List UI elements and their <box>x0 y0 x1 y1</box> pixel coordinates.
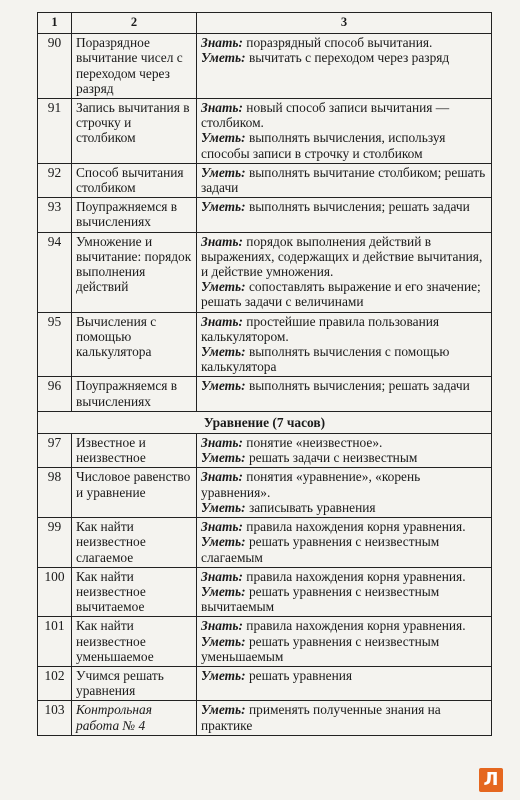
lesson-outcomes <box>197 617 492 667</box>
outcome-text: решать задачи с неизвестным <box>248 450 418 466</box>
lesson-outcomes <box>197 198 492 232</box>
outcome-line <box>201 702 487 732</box>
table-row <box>38 99 492 164</box>
lesson-outcomes <box>197 468 492 518</box>
lesson-topic: Как найти неизвестное слагаемое <box>72 518 197 568</box>
lesson-number: 96 <box>38 377 72 411</box>
lesson-topic: Способ вычитания столбиком <box>72 163 197 197</box>
outcome-line <box>201 469 487 499</box>
lesson-number: 100 <box>38 567 72 617</box>
outcome-text: выполнять вычисления; решать задачи <box>248 378 470 394</box>
outcome-line <box>201 378 487 393</box>
lesson-outcomes <box>197 34 492 99</box>
outcome-line <box>201 344 487 374</box>
lesson-outcomes <box>197 701 492 735</box>
lesson-number: 98 <box>38 468 72 518</box>
lesson-outcomes <box>197 377 492 411</box>
table-row <box>38 198 492 232</box>
outcome-label: Уметь: <box>201 164 246 180</box>
outcome-label: Знать: <box>201 233 243 249</box>
table-row <box>38 434 492 468</box>
outcome-line <box>201 35 487 50</box>
column-header-number: 1 <box>38 13 72 34</box>
outcome-text: понятие «неизвестное». <box>246 435 383 451</box>
publisher-logo: Л <box>479 768 503 792</box>
lesson-number: 102 <box>38 666 72 700</box>
lesson-topic: Поупражняемся в вычислениях <box>72 377 197 411</box>
outcome-line <box>201 130 487 160</box>
outcome-label: Знать: <box>201 35 243 51</box>
lesson-number: 97 <box>38 434 72 468</box>
lesson-number: 103 <box>38 701 72 735</box>
outcome-line <box>201 100 487 130</box>
outcome-line <box>201 584 487 614</box>
outcome-line <box>201 500 487 515</box>
lesson-outcomes <box>197 232 492 312</box>
lesson-plan-table <box>37 12 492 736</box>
outcome-text: простейшие правила пользования калькулятором. <box>201 313 440 344</box>
table-row <box>38 567 492 617</box>
table-body-equations <box>38 434 492 736</box>
outcome-label: Уметь: <box>201 130 246 146</box>
outcome-label: Уметь: <box>201 583 246 599</box>
lesson-outcomes <box>197 518 492 568</box>
outcome-label: Знать: <box>201 618 243 634</box>
outcome-line <box>201 50 487 65</box>
outcome-label: Знать: <box>201 469 243 485</box>
table-row <box>38 701 492 735</box>
table-row <box>38 312 492 377</box>
section-title: Уравнение (7 часов) <box>38 411 492 433</box>
column-header-content: 3 <box>197 13 492 34</box>
outcome-label: Уметь: <box>201 50 246 66</box>
outcome-text: новый способ записи вычитания — столбиком. <box>201 100 450 131</box>
lesson-number: 95 <box>38 312 72 377</box>
outcome-text: правила нахождения корня уравнения. <box>246 618 466 634</box>
outcome-line <box>201 450 487 465</box>
outcome-label: Знать: <box>201 435 243 451</box>
outcome-label: Уметь: <box>201 344 246 360</box>
outcome-label: Уметь: <box>201 534 246 550</box>
page <box>37 12 491 736</box>
lesson-topic: Как найти неизвестное уменьшаемое <box>72 617 197 667</box>
table-row <box>38 468 492 518</box>
outcome-text: выполнять вычитание столбиком; решать задачи <box>201 164 486 196</box>
lesson-number: 94 <box>38 232 72 312</box>
lesson-number: 92 <box>38 163 72 197</box>
outcome-text: сопоставлять выражение и его значение; решать задачи с величинами <box>201 279 481 310</box>
table-row <box>38 232 492 312</box>
lesson-number: 99 <box>38 518 72 568</box>
outcome-line <box>201 634 487 664</box>
lesson-outcomes <box>197 666 492 700</box>
lesson-topic: Умножение и вычитание: порядок выполнения действий <box>72 232 197 312</box>
table-row <box>38 34 492 99</box>
outcome-text: решать уравнения <box>248 667 353 683</box>
outcome-label: Уметь: <box>201 378 246 394</box>
outcome-line <box>201 618 487 633</box>
lesson-outcomes <box>197 312 492 377</box>
outcome-label: Уметь: <box>201 450 246 466</box>
column-header-topic: 2 <box>72 13 197 34</box>
lesson-topic: Поупражняемся в вычислениях <box>72 198 197 232</box>
outcome-line <box>201 314 487 344</box>
lesson-topic: Числовое равенство и уравнение <box>72 468 197 518</box>
outcome-label: Уметь: <box>201 702 246 718</box>
outcome-text: решать уравнения с неизвестным уменьшаемым <box>201 633 440 664</box>
lesson-number: 101 <box>38 617 72 667</box>
lesson-topic: Поразрядное вычитание чисел с переходом через разряд <box>72 34 197 99</box>
outcome-label: Знать: <box>201 313 243 329</box>
outcome-text: применять полученные знания на практике <box>201 702 441 733</box>
outcome-line <box>201 668 487 683</box>
outcome-line <box>201 569 487 584</box>
outcome-label: Уметь: <box>201 667 246 683</box>
outcome-text: выполнять вычисления, используя способы записи в строчку и столбиком <box>201 130 446 161</box>
outcome-line <box>201 199 487 214</box>
outcome-line <box>201 279 487 309</box>
lesson-number: 91 <box>38 99 72 164</box>
section-row <box>38 411 492 433</box>
outcome-text: решать уравнения с неизвестным слагаемым <box>201 534 440 565</box>
outcome-text: выполнять вычисления; решать задачи <box>248 199 470 215</box>
lesson-topic: Запись вычитания в строчку и столбиком <box>72 99 197 164</box>
lesson-number: 93 <box>38 198 72 232</box>
outcome-text: вычитать с переходом через разряд <box>248 50 450 66</box>
outcome-label: Знать: <box>201 568 243 584</box>
outcome-label: Уметь: <box>201 499 246 515</box>
outcome-text: записывать уравнения <box>248 499 376 515</box>
outcome-text: понятия «уравнение», «корень уравнения». <box>201 469 421 500</box>
outcome-line <box>201 519 487 534</box>
lesson-topic: Учимся решать уравнения <box>72 666 197 700</box>
table-row <box>38 518 492 568</box>
lesson-outcomes <box>197 163 492 197</box>
lesson-topic: Известное и неизвестное <box>72 434 197 468</box>
table-row <box>38 666 492 700</box>
outcome-label: Знать: <box>201 519 243 535</box>
outcome-text: порядок выполнения действий в выражениях, содержащих и действие вычитания, и действие умножения. <box>201 233 483 280</box>
outcome-line <box>201 165 487 195</box>
lesson-number: 90 <box>38 34 72 99</box>
lesson-outcomes <box>197 434 492 468</box>
outcome-line <box>201 234 487 280</box>
header-row <box>38 13 492 34</box>
outcome-text: выполнять вычисления с помощью калькулятора <box>201 344 450 375</box>
outcome-text: правила нахождения корня уравнения. <box>246 568 466 584</box>
lesson-topic: Контрольная работа № 4 <box>72 701 197 735</box>
outcome-label: Уметь: <box>201 633 246 649</box>
table-row <box>38 377 492 411</box>
outcome-text: решать уравнения с неизвестным вычитаемым <box>201 583 440 615</box>
outcome-text: правила нахождения корня уравнения. <box>246 519 466 535</box>
outcome-label: Уметь: <box>201 279 246 295</box>
outcome-line <box>201 534 487 564</box>
table-body-arithmetic <box>38 34 492 412</box>
lesson-topic: Вычисления с помощью калькулятора <box>72 312 197 377</box>
lesson-outcomes <box>197 99 492 164</box>
lesson-outcomes <box>197 567 492 617</box>
table-row <box>38 617 492 667</box>
outcome-label: Знать: <box>201 100 243 116</box>
table-row <box>38 163 492 197</box>
outcome-text: поразрядный способ вычитания. <box>246 35 433 51</box>
outcome-line <box>201 435 487 450</box>
lesson-topic: Как найти неизвестное вычитаемое <box>72 567 197 617</box>
outcome-label: Уметь: <box>201 199 246 215</box>
